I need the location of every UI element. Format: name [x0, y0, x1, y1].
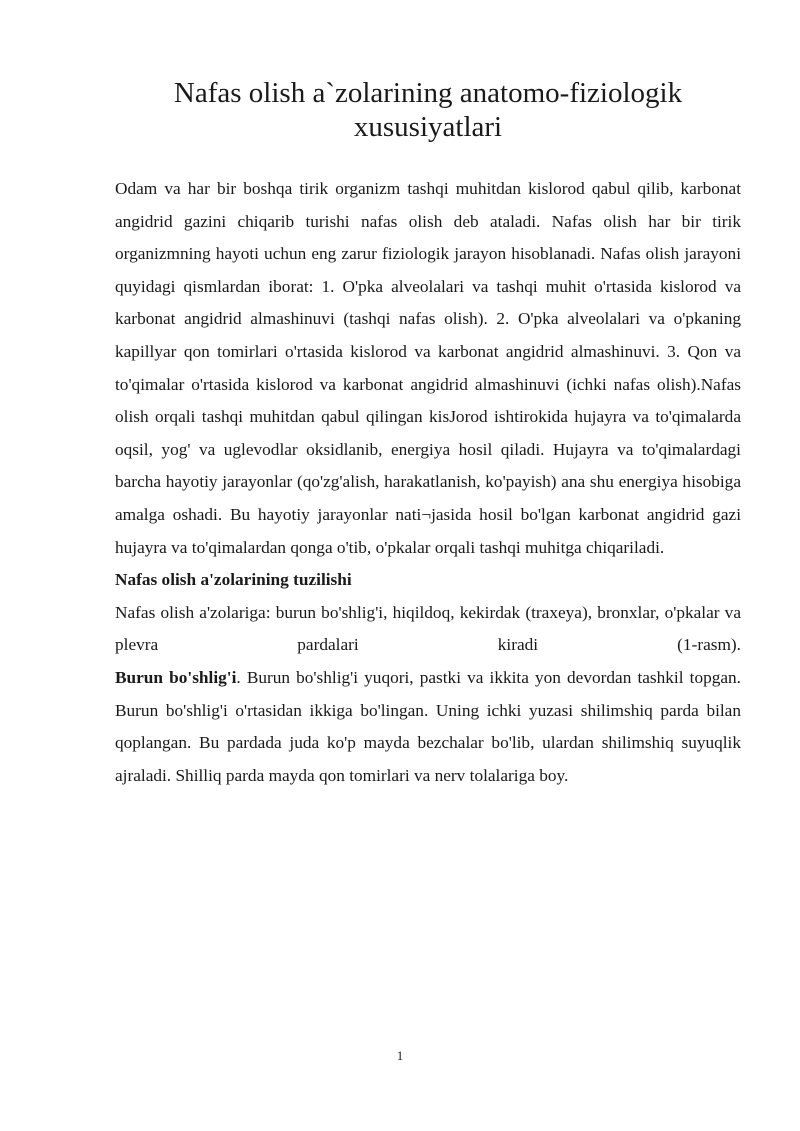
page-number: 1	[396, 1048, 404, 1063]
intro-paragraph: Odam va har bir boshqa tirik organizm tashqi muhitdan kislorod qabul qilib, karbonat angidrid gazini chiqarib turishi nafas olish deb ataladi. Nafas olish har bir tirik organizmning hayoti uchun eng zarur fiziologik jarayon hisoblanadi. Nafas olish jarayoni quyidagi qismlardan iborat: 1. O'pka alveolalari va tashqi muhit o'rtasida kislorod va karbonat angidrid almashinuvi (tashqi nafas olish). 2. O'pka alveolalari va o'pkaning kapillyar qon tomirlari o'rtasida kislorod va karbonat angidrid almashinuvi. 3. Qon va to'qimalar o'rtasida kislorod va karbonat angidrid almashinuvi (ichki nafas olish).Nafas olish orqali tashqi muhitdan qabul qilingan kisJorod ishtirokida hujayra va to'qimalarda oqsil, yog' va uglevodlar oksidlanib, energiya hosil qiladi. Hujayra va to'qimalardagi barcha hayotiy jarayonlar (qo'zg'alish, harakatlanish, ko'payish) ana shu energiya hisobiga amalga oshadi. Bu hayotiy jarayonlar nati¬jasida hosil bo'lgan karbonat angidrid gazi hujayra va to'qimalardan qonga o'tib, o'pkalar orqali tashqi muhitga chiqariladi.	[115, 179, 741, 557]
document-body	[115, 173, 741, 792]
section-heading: Nafas olish a'zolarining tuzilishi	[115, 570, 352, 590]
nasal-cavity-term: Burun bo'shlig'i	[115, 667, 237, 687]
nasal-cavity-text: . Burun bo'shlig'i yuqori, pastki va ikkita yon devordan tashkil topgan. Burun bo'shlig'i o'rtasidan ikkiga bo'lingan. Uning ichki yuzasi shilimshiq parda bilan qoplangan. Bu pardada juda ko'p mayda bezchalar bo'lib, ulardan shilimshiq suyuqlik ajraladi. Shilliq parda mayda qon tomirlari va nerv tolalariga boy.	[115, 667, 742, 785]
nasal-cavity-paragraph	[115, 662, 741, 792]
organs-paragraph: Nafas olish a'zolariga: burun bo'shlig'i, hiqildoq, kekirdak (traxeya), bronxlar, o'pkalar va plevra pardalari kiradi (1-rasm).	[115, 602, 741, 655]
page-title: Nafas olish a`zolarining anatomo-fiziologik xususiyatlari	[173, 77, 683, 143]
